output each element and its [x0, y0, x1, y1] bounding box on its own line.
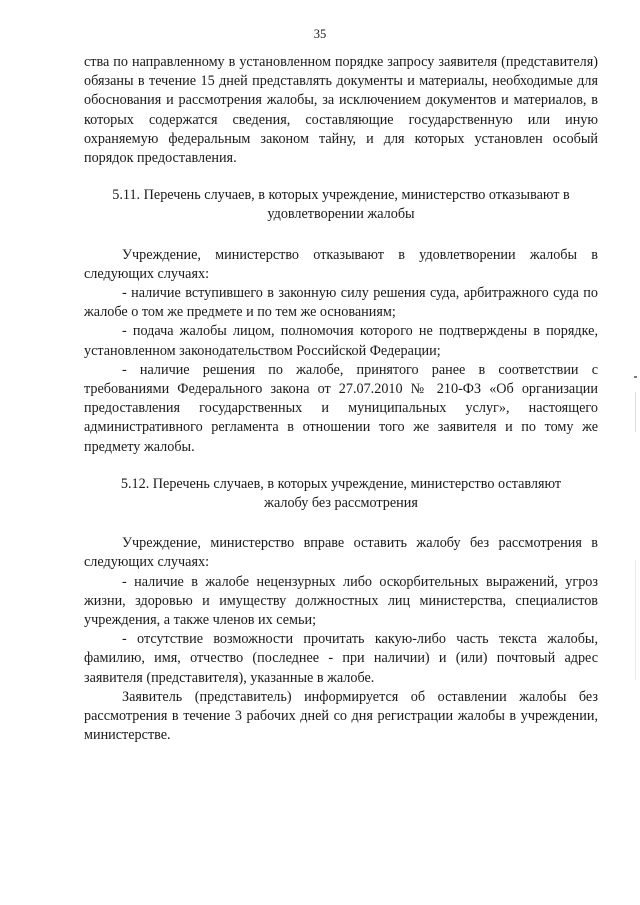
section-5-12-item: - наличие в жалобе нецензурных либо оскорбительных выражений, угроз жизни, здоровью и имуществу должностных лиц министерства, специалистов учреждения, а также членов их семьи; — [84, 573, 598, 629]
section-5-11-item: - подача жалобы лицом, полномочия которого не подтверждены в порядке, установленном законодательством Российской Федерации; — [84, 323, 598, 359]
scan-artifact — [634, 376, 637, 378]
section-5-11-heading: 5.11. Перечень случаев, в которых учреждение, министерство отказывают в удовлетворении жалобы — [112, 187, 570, 223]
intro-paragraph: ства по направленному в установленном порядке запросу заявителя (представителя) обязаны в течение 15 дней представлять документы и материалы, необходимые для обоснования и рассмотрения жалобы, за исключением документов и материалов, в которых содержатся сведения, составляющие государственную или иную охраняемую федеральным законом тайну, и для которых установлен особый порядок предоставления. — [84, 54, 598, 167]
document-body — [84, 53, 598, 746]
section-5-12-closing: Заявитель (представитель) информируется об оставлении жалобы без рассмотрения в течение 3 рабочих дней со дня регистрации жалобы в учреждении, министерстве. — [84, 688, 598, 744]
section-5-11-item: - наличие решения по жалобе, принятого ранее в соответствии с требованиями Федерального закона от 27.07.2010 № 210-ФЗ «Об организации предоставления государственных и муниципальных услуг», настоящего административного регламента в отношении того же заявителя и по тому же предмету жалобы. — [84, 361, 598, 455]
section-5-12-item: - отсутствие возможности прочитать какую-либо часть текста жалобы, фамилию, имя, отчество (последнее - при наличии) и (или) почтовый адрес заявителя (представителя), указанные в жалобе. — [84, 631, 598, 686]
scan-artifact — [635, 392, 636, 432]
section-5-12-lead: Учреждение, министерство вправе оставить жалобу без рассмотрения в следующих случаях: — [84, 535, 598, 571]
section-5-12-heading: 5.12. Перечень случаев, в которых учреждение, министерство оставляют жалобу без рассмотрения — [120, 475, 562, 512]
section-5-11-lead: Учреждение, министерство отказывают в удовлетворении жалобы в следующих случаях: — [84, 246, 598, 282]
page-number: 35 — [313, 27, 327, 41]
scan-artifact — [635, 560, 636, 680]
section-5-11-item: - наличие вступившего в законную силу решения суда, арбитражного суда по жалобе о том же предмете и по тем же основаниям; — [84, 285, 598, 321]
